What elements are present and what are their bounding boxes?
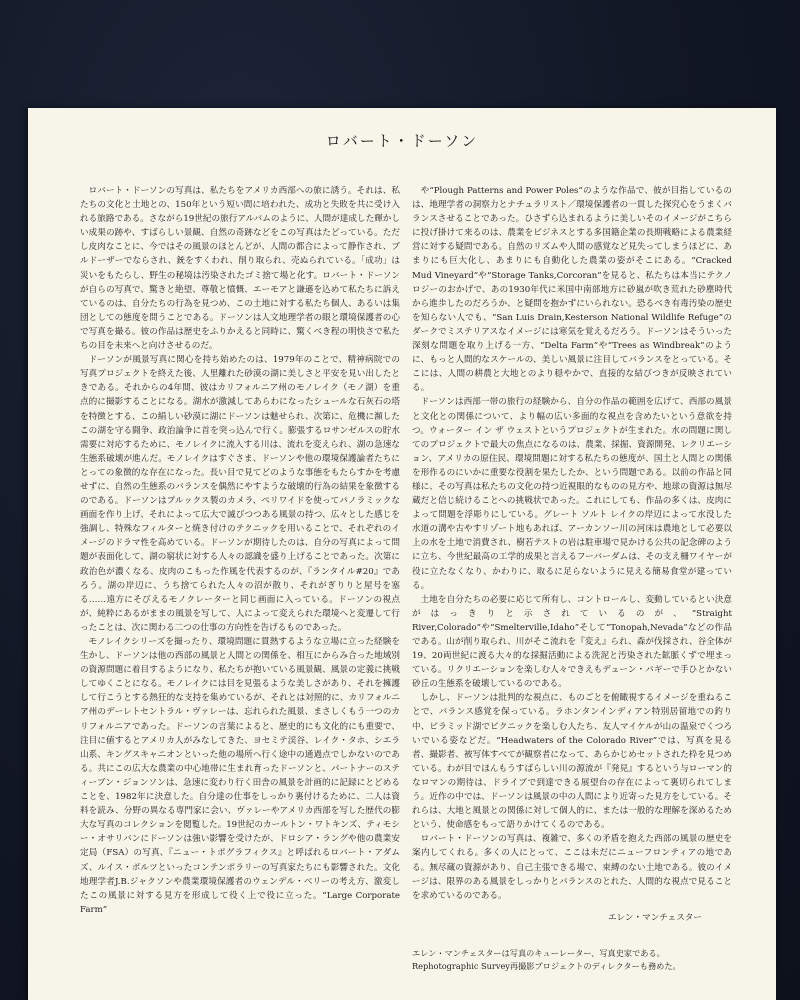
paragraph: モノレイクシリーズを撮ったり、環境問題に貫熱するような立場に立った経験を生かし、ドーソンは他の西部の風景と人間との関係を、相互にからみ合った地域別の資源問題に着目するようになり、私たちが抱いている風景観、風景の定義に挑戦してゆくことになる。モノレイクには目を見張るような美しさがあり、それを擁護して行こうとする熱狂的な支持を集めているが、それとは対照的に、カリフォルニア州のデーレトセントラル・ヴァレーは、忘れられた風景、まさしくもう一つのカリフォルニアであった。ドーソンの言葉によると、歴史的にも文化的にも重要で、注目に値するとアメリカ人がみなしてきた、ヨセミテ渓谷、レイク・タホ、シエラ山系、キングスキャニオンといった他の場所へ行く途中の通過点でしかないのである。共にこの広大な農業の中心地帯に生まれ育ったドーソンと、パートナーのスティーブン・ジョンソンは、急速に変わり行く田舎の風景を計画的に記録にとどめることを、1982年に決意した。自分達の仕事をしっかり裏付けるために、二人は資料を読み、分野の異なる専門家に会い、ヴァレーやアメリカ西部を写した歴代の膨大な写真のコレクションを閲覧した。19世紀のカールトン・ワトキンズ、ティモシー・オサリバンにドーソンは強い影響を受けたが、ドロシア・ラングや他の農業安定局（FSA）の写真、『ニュー・トポグラフィクス』と呼ばれるロバート・アダムズ、ルイス・ボルツといったコンテンポラリーの写真家たちにも影響された。文化地理学者J.B.ジャクソンや農業環境保護者のウェンデル・ベリーの考え方、激変したこの風景に対する見方を形成して役く上で役に立った。“Large Corporate Farm” [80, 637, 400, 915]
paragraph: ロバート・ドーソンの写真は、私たちをアメリカ西部への旅に誘う。それは、私たちの文化と土地との、150年という短い間に培われた、成功と失敗を共に受け入れる旅路である。さながら19世紀の旅行アルバムのように、人間が達成した輝かしい成果の跡や、すばらしい景観、自然の奇跡などをこの写真はたどっている。ただし皮肉なことに、今ではその風景のほとんどが、人間の都合によって静作され、ブルドーザーでならされ、銃をすくわれ、削り取られ、売ぬられている。「成功」は災いをもたらし、野生の秘境は汚染されたゴミ捨て場と化す。ロバート・ドーソンが自らの写真で、驚きと絶望、尊敬と憤慨、エーモアと謙遜を込めて私たちに訴えているのは、自分たちの行為を見つめ、この土地に対する私たち個人、あるいは集団としての態度を問うことである。ドーソンは人文地理学者の眼と環境保護者の心で写真を撮る。彼の作品は歴史をふりかえると同時に、驚くべき程の明快さで私たちの目を未来へと向けさせるのだ。 [80, 186, 400, 352]
left-column [80, 184, 400, 917]
page-title: ロバート・ドーソン [325, 132, 479, 150]
paragraph: や“Plough Patterns and Power Poles”のような作品で、彼が目指しているのは、地理学者の洞察力とナチュラリスト／環境保護者の一貫した探究心をうまくバランスさせることであった。ひさずら込まれるように美しいそのイメージがこちらに投げ掛けて来るのは、農業をビジネスとする多国籍企業の長期戦略による農業経営に対する疑問である。自然のリズムや人間の感覚など見失ってしまうほどに、あまりにも巨大化し、あまりにも自動化した農業の姿がそこにある。“Cracked Mud Vineyard”や“Storage Tanks,Corcoran”を見ると、私たちは本当にテクノロジーのおかげで、あの1930年代に米国中南部地方に砂嵐が吹き荒れた砂塵時代から進歩したのだろうか、と疑問を抱かずにいられない。恐るべき有毒汚染の歴史を知らない人でも、“San Luis Drain,Kesterson National Wildlife Refuge”のダークでミステリアスなイメージには寒気を覚えるだろう。ドーソンはそういった深刻な問題を取り上げる一方、“Delta Farm”や“Trees as Windbreak”のように、もっと人間的なスケールの、美しい風景に注目してバランスをとっている。そこには、人間の耕農と大地とのより穏やかで、直接的な結びつきが反映されている。 [412, 186, 732, 394]
paragraph: 土地を自分たちの必要に応じて所有し、コントロールし、変動しているとい決意がはっきりと示されているのが、“Straight River,Colorado”や“Smelterville,Idaho”そして“Tonopah,Nevada”などの作品である。山が削り取られ、川がそこ流れを『変え』られ、森が伐採され、谷全体が19、20両世紀に渡る大々的な採掘活動による洗泥と汚染された鉱脈くずで埋まっている。リクリエーションを楽しむ人々できえもデューン・バギーで手ひとかない砂丘の生態系を破壊しているのである。 [412, 594, 732, 690]
author-bio [412, 947, 732, 973]
author-signature: エレン・マンチェスター [607, 912, 702, 923]
paragraph: ドーソンは西部一帯の旅行の経験から、自分の作品の範囲を広げて、西部の風景と文化との関係について、より幅の広い多面的な視点を含めたいという意欲を持つ。ウォーター イン ザ ウェストというプロジェクトが生まれた。水の問題に関してのプロジェクトで最大の焦点になるのは、農業、採掘、資源開発、レクリエーション、アメリカの原住民、環境問題に対する私たちの態度が、国土と人間との関係を形作るのにいかに重要な役割を果たしたか、という問題である。以前の作品と同様に、その写真は私たちの文化の持つ近視眼的なものの見方や、地球の資源は無尽蔵だと信じ続けることへの挑戦状であった。これにしても、作品の多くは、皮肉によって問題を浮彫りにしている。グレート ソルト レイクの岸辺によって水没した水道の溝や古やすリゾート地もあれば、アーカンソー川の河床は農地として必要以上の水を土地で消費され、樹若テストの岩は駐車場で見かける公共の記念碑のように立ち、今世紀最高の工学的成果と言えるフーバーダムは、その支え柵ワイヤーが役に立たなくなり、かわりに、取るに足らないように見える簡易食堂が建っている。 [412, 397, 732, 591]
document-page [28, 108, 776, 1000]
paragraph: しかし、ドーソンは批判的な視点に、ものごとを俯瞰視するイメージを重ねることで、バランス感覚を保っている。ラホンタンインディアン特別居留地での釣り中、ピラミッド湖でピクニックを楽しむ人たち、友人マイケルが山の温泉でくつろいでいる姿などだ。“Headwaters of the Colorado River”では、写真を見る者、撮影者、被写体すべてが観察者になって、あらかじめセットされた枠を見つめている。わが目でほんもうすばらしい川の源流が『発見』するという与ローマン的なロマンの期待は、ドライブで到達できる展望台の存在によって裏切られてしまう。近作の中では、ドーソンは風景の中の人間により近寄った見方をしている。それらは、大地と風景との関係に対して個人的に、または一般的な理解を深めるためという、使命感をもって語りかけてくるのである。 [412, 693, 732, 831]
paragraph: ドーソンが風景写真に関心を持ち始めたのは、1979年のことで、精神病院での写真プロジェクトを終えた後、人里離れた砂漠の湖に美しさと平安を見い出したときである。それからの4年間、彼はカリフォルニア州のモノレイク（モノ湖）を重点的に撮影することになる。湖水が激減してあらわになったシュールな石灰石の塔を特徴とする、この絹しい砂漠に湖にドーソンは魅せられ、次第に、危機に瀕したこの湖を守る闘争、政治論争に首を突っ込んで行く。膨張するロサンゼルスの貯水需要に対応するために、モノレイクに流入する川は、流れを変えられ、湖の急速な生態系破壊が進んだ。モノレイクはすぐさま、ドーソンや他の環境保護論者たちにとっての象徴的な存在になった。長い目で見てどのような事態をもたらすかを考慮せずに、自然の生態系のバランスを偶然にやすような破壊的行為の結果を象徴するのである。ドーソンはプルックス製のカメラ、ペリワイドを使ってパノラミックな画面を作り上げ、それによって広大で滅びつつある風景の持つ、広々とした感じを強調し、特殊なフィルターと焼き付けのテクニックを用いることで、それぞれのイメージのドラマ性を高めている。ドーソンが期待したのは、自分の写真によって問題が表面化して、湖の窮状に対する人々の認識を盛り上げることであった。次第に政治色が濃くなる、皮肉のこもった作風を代表するのが、『ランタイル#20』であろう。湖の岸辺に、うち捨てられた人々の沼が散り、それがぎりりと屋号を塞る……遠方にそびえるモノクレーターと同じ画面に入っている。ドーソンの視点が、純粋にあるがままの風景を写して、人によって変えられた環境へと変遷して行ったことは、次に関わる二つの仕事の方向性を告げるものであった。 [80, 355, 400, 633]
author-bio-line: Rephotographic Survey再撮影プロジェクトのディレクターも務めた。 [412, 960, 681, 971]
paragraph: ロバート・ドーソンの写真は、複雑で、多くの矛盾を抱えた西部の風景の歴史を案内してくれる。多くの人にとって、ここは未だにニューフロンティアの地である。無尽蔵の資源があり、自己主張できる場で、束縛のない土地である。彼のイメージは、限界のある風景をしっかりとバランスのとれた、人間的な視点で見ることを求めているのである。 [412, 834, 732, 901]
right-column [412, 184, 732, 973]
author-bio-line: エレン・マンチェスターは写真のキューレーター、写真史家である。 [412, 947, 665, 958]
